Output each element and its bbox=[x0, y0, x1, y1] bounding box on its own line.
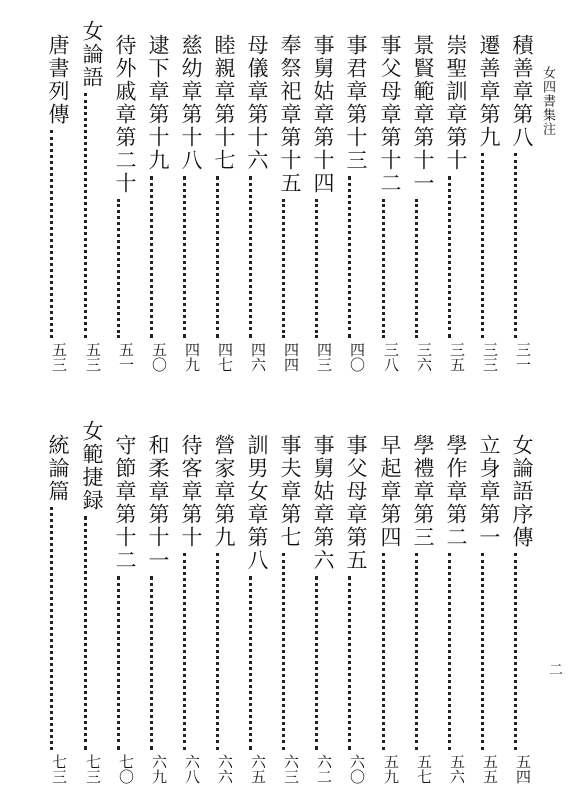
leader-dots bbox=[282, 199, 285, 338]
toc-entry-title: 早起章第四 bbox=[378, 434, 402, 549]
leader-dots bbox=[249, 176, 252, 338]
toc-entry-title: 守節章第十二 bbox=[113, 434, 137, 572]
toc-entry-page: 五九 bbox=[382, 754, 400, 784]
toc-entry[interactable] bbox=[442, 434, 466, 784]
toc-entry[interactable] bbox=[376, 434, 400, 784]
leader-dots bbox=[315, 199, 318, 338]
leader-dots bbox=[348, 176, 351, 338]
toc-entry[interactable] bbox=[342, 434, 366, 784]
toc-entry-title: 逮下章第十九 bbox=[146, 34, 170, 172]
leader-dots bbox=[448, 553, 451, 750]
running-title: 女四書集注 bbox=[540, 66, 555, 136]
toc-entry[interactable] bbox=[78, 420, 102, 784]
leader-dots bbox=[84, 516, 87, 750]
toc-entry-page: 六九 bbox=[150, 754, 168, 784]
toc-entry-page: 七三 bbox=[50, 754, 68, 784]
toc-entry[interactable] bbox=[111, 434, 135, 784]
toc-entry[interactable] bbox=[144, 34, 168, 372]
toc-entry-page: 五三 bbox=[84, 342, 102, 372]
toc-entry[interactable] bbox=[177, 34, 201, 372]
toc-entry-title: 積善章第八 bbox=[510, 34, 534, 149]
toc-entry-page: 四三 bbox=[315, 342, 333, 372]
toc-entry-page: 三五 bbox=[448, 342, 466, 372]
toc-entry[interactable] bbox=[210, 34, 234, 372]
toc-entry-title: 待客章第十 bbox=[179, 434, 203, 549]
toc-entry-title: 慈幼章第十八 bbox=[179, 34, 203, 172]
toc-entry[interactable] bbox=[508, 434, 532, 784]
toc-entry-page: 四七 bbox=[216, 342, 234, 372]
toc-entry-page: 六三 bbox=[282, 754, 300, 784]
leader-dots bbox=[50, 130, 53, 338]
toc-entry-page: 七〇 bbox=[117, 754, 135, 784]
toc-entry-page: 四六 bbox=[249, 342, 267, 372]
toc-entry-title: 統論篇 bbox=[46, 434, 70, 503]
toc-entry-title: 和柔章第十一 bbox=[146, 434, 170, 572]
toc-entry-page: 五〇 bbox=[150, 342, 168, 372]
leader-dots bbox=[348, 576, 351, 750]
leader-dots bbox=[382, 199, 385, 338]
toc-entry-title: 營家章第九 bbox=[212, 434, 236, 549]
leader-dots bbox=[282, 553, 285, 750]
toc-entry-title: 事君章第十三 bbox=[344, 34, 368, 172]
toc-entry-page: 五七 bbox=[415, 754, 433, 784]
toc-entry-title: 睦親章第十七 bbox=[212, 34, 236, 172]
toc-entry-title: 事父母章第十二 bbox=[378, 34, 402, 195]
toc-entry[interactable] bbox=[78, 20, 102, 372]
toc-entry[interactable] bbox=[409, 434, 433, 784]
toc-entry-page: 五五 bbox=[481, 754, 499, 784]
toc-entry-page: 六五 bbox=[249, 754, 267, 784]
leader-dots bbox=[150, 576, 153, 750]
toc-entry[interactable] bbox=[243, 434, 267, 784]
toc-entry-page: 四九 bbox=[183, 342, 201, 372]
toc-entry-title: 事夫章第七 bbox=[278, 434, 302, 549]
toc-entry[interactable] bbox=[376, 34, 400, 372]
leader-dots bbox=[216, 553, 219, 750]
leader-dots bbox=[315, 576, 318, 750]
toc-entry-page: 三一 bbox=[514, 342, 532, 372]
leader-dots bbox=[382, 553, 385, 750]
toc-entry-title: 學禮章第三 bbox=[411, 434, 435, 549]
toc-entry-title: 唐書列傳 bbox=[46, 34, 70, 126]
toc-entry[interactable] bbox=[243, 34, 267, 372]
toc-entry-title: 事舅姑章第十四 bbox=[311, 34, 335, 195]
toc-entry[interactable] bbox=[475, 434, 499, 784]
toc-entry[interactable] bbox=[309, 434, 333, 784]
toc-entry-page: 五三 bbox=[50, 342, 68, 372]
toc-entry[interactable] bbox=[144, 434, 168, 784]
leader-dots bbox=[117, 576, 120, 750]
toc-entry-title: 母儀章第十六 bbox=[245, 34, 269, 172]
toc-entry-title: 事舅姑章第六 bbox=[311, 434, 335, 572]
toc-entry[interactable] bbox=[508, 34, 532, 372]
toc-entry-title: 女論語 bbox=[80, 20, 104, 89]
toc-entry[interactable] bbox=[111, 34, 135, 372]
toc-entry-title: 待外戚章第二十 bbox=[113, 34, 137, 195]
toc-entry[interactable] bbox=[409, 34, 433, 372]
toc-entry-page: 四四 bbox=[282, 342, 300, 372]
leader-dots bbox=[84, 93, 87, 338]
toc-entry-page: 三三 bbox=[481, 342, 499, 372]
toc-entry-page: 六八 bbox=[183, 754, 201, 784]
leader-dots bbox=[415, 553, 418, 750]
toc-entry[interactable] bbox=[276, 34, 300, 372]
toc-entry-page: 五六 bbox=[448, 754, 466, 784]
leader-dots bbox=[249, 576, 252, 750]
toc-entry-page: 六〇 bbox=[348, 754, 366, 784]
toc-entry-page: 六六 bbox=[216, 754, 234, 784]
toc-entry-title: 女範捷録 bbox=[80, 420, 104, 512]
toc-entry-page: 七三 bbox=[84, 754, 102, 784]
toc-entry[interactable] bbox=[475, 34, 499, 372]
toc-entry-page: 五四 bbox=[514, 754, 532, 784]
toc-entry[interactable] bbox=[177, 434, 201, 784]
leader-dots bbox=[216, 176, 219, 338]
leader-dots bbox=[415, 199, 418, 338]
toc-entry[interactable] bbox=[442, 34, 466, 372]
toc-entry-title: 訓男女章第八 bbox=[245, 434, 269, 572]
leader-dots bbox=[481, 553, 484, 750]
leader-dots bbox=[183, 553, 186, 750]
toc-entry-title: 學作章第二 bbox=[444, 434, 468, 549]
toc-entry-title: 女論語序傳 bbox=[510, 434, 534, 549]
toc-entry-page: 五一 bbox=[117, 342, 135, 372]
leader-dots bbox=[514, 553, 517, 750]
toc-entry[interactable] bbox=[44, 34, 68, 372]
leader-dots bbox=[514, 153, 517, 338]
toc-entry-page: 六二 bbox=[315, 754, 333, 784]
leader-dots bbox=[481, 153, 484, 338]
toc-entry-title: 立身章第一 bbox=[477, 434, 501, 549]
toc-entry-title: 景賢範章第十一 bbox=[411, 34, 435, 195]
toc-entry-title: 崇聖訓章第十 bbox=[444, 34, 468, 172]
leader-dots bbox=[183, 176, 186, 338]
leader-dots bbox=[150, 176, 153, 338]
toc-entry[interactable] bbox=[276, 434, 300, 784]
toc-entry-page: 三八 bbox=[382, 342, 400, 372]
toc-entry-page: 四〇 bbox=[348, 342, 366, 372]
toc-entry-title: 遷善章第九 bbox=[477, 34, 501, 149]
toc-entry[interactable] bbox=[342, 34, 366, 372]
toc-entry[interactable] bbox=[44, 434, 68, 784]
toc-entry-title: 奉祭祀章第十五 bbox=[278, 34, 302, 195]
toc-entry-title: 事父母章第五 bbox=[344, 434, 368, 572]
toc-entry[interactable] bbox=[309, 34, 333, 372]
page-number: 二 bbox=[547, 662, 563, 676]
leader-dots bbox=[50, 507, 53, 750]
toc-entry[interactable] bbox=[210, 434, 234, 784]
leader-dots bbox=[448, 176, 451, 338]
leader-dots bbox=[117, 199, 120, 338]
toc-entry-page: 三六 bbox=[415, 342, 433, 372]
